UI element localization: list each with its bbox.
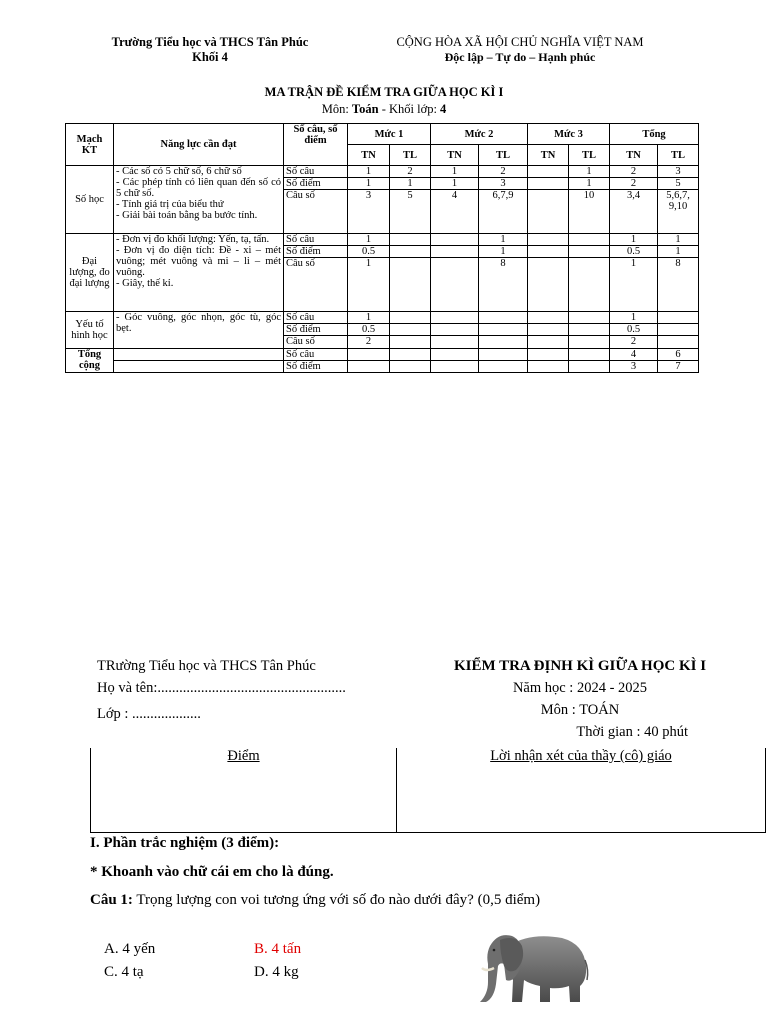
matrix-cell (431, 324, 479, 336)
header-muc2: Mức 2 (431, 124, 528, 145)
matrix-cell: 1 (348, 166, 390, 178)
grade-prefix: - Khối lớp: (378, 102, 441, 116)
matrix-cell (431, 336, 479, 349)
question-1-text: Trọng lượng con voi tương ứng với số đo nào dưới đây? (0,5 điểm) (132, 892, 541, 908)
total-name: Tổng cộng (66, 349, 114, 373)
instruction: * Khoanh vào chữ cái em cho là đúng. (90, 864, 334, 880)
matrix-cell (658, 336, 699, 349)
national-header (370, 35, 670, 65)
student-name-line: Họ và tên:.................................................... (97, 680, 346, 696)
matrix-cell (431, 246, 479, 258)
matrix-cell (528, 312, 569, 324)
matrix-cell (528, 166, 569, 178)
group-name: Yếu tố hình học (66, 312, 114, 349)
matrix-cell (528, 234, 569, 246)
matrix-subtitle (0, 102, 768, 117)
header-nangluc: Năng lực cần đạt (114, 124, 284, 166)
matrix-cell: 1 (479, 246, 528, 258)
matrix-cell: 3 (658, 166, 699, 178)
matrix-cell (479, 361, 528, 373)
question-1 (90, 892, 540, 909)
matrix-cell: 2 (390, 166, 431, 178)
matrix-cell (390, 361, 431, 373)
matrix-cell: 5 (658, 178, 699, 190)
row-label: Số câu (284, 166, 348, 178)
matrix-cell (528, 246, 569, 258)
matrix-row (66, 312, 699, 324)
matrix-cell: 1 (390, 178, 431, 190)
matrix-cell (348, 349, 390, 361)
matrix-cell (431, 361, 479, 373)
matrix-cell: 0.5 (348, 246, 390, 258)
matrix-cell: 3 (348, 190, 390, 234)
matrix-cell: 1 (431, 166, 479, 178)
header-tn: TN (431, 145, 479, 166)
grade-number: 4 (440, 102, 447, 116)
matrix-row (66, 166, 699, 178)
national-motto: Độc lập – Tự do – Hạnh phúc (444, 50, 596, 64)
subject-prefix: Môn: (321, 102, 352, 116)
matrix-cell (390, 246, 431, 258)
matrix-cell (431, 258, 479, 312)
grade-label: Khối 4 (192, 50, 228, 64)
exam-time: Thời gian : 40 phút (576, 724, 688, 740)
matrix-cell (528, 190, 569, 234)
total-skills (114, 349, 284, 361)
row-label: Số câu (284, 349, 348, 361)
row-label: Câu số (284, 336, 348, 349)
matrix-cell (390, 234, 431, 246)
matrix-cell: 1 (569, 166, 610, 178)
matrix-cell (528, 349, 569, 361)
section1-title: I. Phần trắc nghiệm (3 điểm): (90, 835, 280, 851)
row-label: Số điểm (284, 324, 348, 336)
student-class-line: Lớp : ................... (97, 706, 201, 722)
matrix-title: MA TRẬN ĐỀ KIỂM TRA GIỮA HỌC KÌ I (264, 85, 504, 99)
matrix-cell: 2 (610, 336, 658, 349)
matrix-cell (528, 324, 569, 336)
matrix-cell: 4 (610, 349, 658, 361)
group-skills: - Đơn vị đo khối lượng: Yến, tạ, tấn. - Đơn vị đo diện tích: Đề - xi – mét vuông; mét vuông và mi – li – mét vuông. - Giây, thế kỉ. (114, 234, 284, 312)
matrix-cell: 0.5 (610, 246, 658, 258)
q1-option-d[interactable]: D. 4 kg (254, 964, 299, 980)
matrix-cell: 1 (610, 258, 658, 312)
matrix-cell (390, 324, 431, 336)
matrix-cell (479, 349, 528, 361)
matrix-cell (569, 246, 610, 258)
school-name: Trường Tiểu học và THCS Tân Phúc (111, 35, 309, 49)
matrix-cell: 2 (610, 178, 658, 190)
matrix-cell: 3 (610, 361, 658, 373)
matrix-cell: 3,4 (610, 190, 658, 234)
matrix-cell (479, 336, 528, 349)
header-tl: TL (569, 145, 610, 166)
header-tl: TL (658, 145, 699, 166)
school-header (60, 35, 360, 65)
country-name: CỘNG HÒA XÃ HỘI CHỦ NGHĨA VIỆT NAM (396, 35, 644, 49)
matrix-cell (569, 312, 610, 324)
exam-title-block (400, 655, 760, 743)
subject-name: Toán (351, 102, 379, 116)
matrix-cell: 1 (348, 234, 390, 246)
matrix-total-row (66, 361, 699, 373)
q1-option-a[interactable]: A. 4 yến (104, 941, 156, 957)
matrix-cell: 1 (479, 234, 528, 246)
row-label: Câu số (284, 190, 348, 234)
matrix-cell (569, 349, 610, 361)
group-name: Số học (66, 166, 114, 234)
matrix-cell: 2 (348, 336, 390, 349)
header-muc3: Mức 3 (528, 124, 610, 145)
row-label: Số câu (284, 234, 348, 246)
matrix-cell (390, 258, 431, 312)
q1-option-b[interactable]: B. 4 tấn (254, 941, 302, 957)
matrix-cell (479, 324, 528, 336)
matrix-cell (390, 349, 431, 361)
matrix-cell: 6 (658, 349, 699, 361)
matrix-cell (390, 336, 431, 349)
matrix-cell (658, 312, 699, 324)
header-socau: Số câu, số điểm (284, 124, 348, 166)
matrix-cell: 0.5 (348, 324, 390, 336)
group-skills: - Các số có 5 chữ số, 6 chữ số - Các phép tính có liên quan đến số có 5 chữ số. - Tính giá trị của biểu thứ - Giải bài toán bằng ba bước tính. (114, 166, 284, 234)
group-skills: - Góc vuông, góc nhọn, góc tù, góc bẹt. (114, 312, 284, 349)
total-skills (114, 361, 284, 373)
matrix-cell: 4 (431, 190, 479, 234)
matrix-cell: 1 (348, 178, 390, 190)
matrix-cell: 2 (479, 166, 528, 178)
question-1-label: Câu 1: (90, 892, 133, 908)
matrix-cell (431, 312, 479, 324)
matrix-cell: 1 (610, 312, 658, 324)
matrix-cell: 1 (610, 234, 658, 246)
matrix-cell: 6,7,9 (479, 190, 528, 234)
row-label: Số điểm (284, 178, 348, 190)
matrix-cell (431, 234, 479, 246)
header-tl: TL (479, 145, 528, 166)
matrix-cell: 1 (569, 178, 610, 190)
header-tn: TN (348, 145, 390, 166)
matrix-cell (528, 178, 569, 190)
comment-label: Lời nhận xét của thầy (cô) giáo (490, 748, 672, 764)
group-name: Đại lượng, đo đại lượng (66, 234, 114, 312)
matrix-cell: 1 (658, 246, 699, 258)
matrix-cell (528, 361, 569, 373)
matrix-cell: 7 (658, 361, 699, 373)
matrix-cell: 1 (348, 258, 390, 312)
matrix-cell: 1 (431, 178, 479, 190)
matrix-body (66, 166, 699, 373)
row-label: Số điểm (284, 246, 348, 258)
matrix-cell: 1 (658, 234, 699, 246)
score-label: Điểm (227, 748, 260, 764)
matrix-cell (528, 258, 569, 312)
matrix-cell: 10 (569, 190, 610, 234)
matrix-cell: 3 (479, 178, 528, 190)
row-label: Số điểm (284, 361, 348, 373)
matrix-cell: 8 (658, 258, 699, 312)
header-tn: TN (610, 145, 658, 166)
matrix-cell (569, 324, 610, 336)
matrix-row (66, 234, 699, 246)
row-label: Câu số (284, 258, 348, 312)
q1-option-c[interactable]: C. 4 tạ (104, 964, 144, 980)
exam-subject: Môn : TOÁN (540, 702, 620, 718)
exam-student-block (97, 655, 417, 725)
header-tong: Tổng (610, 124, 699, 145)
matrix-cell: 2 (610, 166, 658, 178)
matrix-cell: 1 (348, 312, 390, 324)
matrix-cell (569, 361, 610, 373)
matrix-cell (528, 336, 569, 349)
matrix-cell (569, 234, 610, 246)
header-tl: TL (390, 145, 431, 166)
exam-title: KIỂM TRA ĐỊNH KÌ GIỮA HỌC KÌ I (453, 658, 707, 674)
row-label: Số câu (284, 312, 348, 324)
matrix-cell (479, 312, 528, 324)
header-tn: TN (528, 145, 569, 166)
exam-year: Năm học : 2024 - 2025 (512, 680, 648, 696)
exam-school: TRường Tiểu học và THCS Tân Phúc (97, 658, 316, 674)
matrix-cell (658, 324, 699, 336)
matrix-table (65, 123, 699, 373)
elephant-image (470, 924, 590, 1006)
matrix-cell (569, 258, 610, 312)
matrix-cell (569, 336, 610, 349)
matrix-cell: 5,6,7, 9,10 (658, 190, 699, 234)
header-mach: Mạch KT (66, 124, 114, 166)
matrix-cell: 5 (390, 190, 431, 234)
matrix-cell (431, 349, 479, 361)
matrix-total-row (66, 349, 699, 361)
matrix-cell (390, 312, 431, 324)
header-muc1: Mức 1 (348, 124, 431, 145)
matrix-cell: 8 (479, 258, 528, 312)
matrix-cell: 0.5 (610, 324, 658, 336)
matrix-cell (348, 361, 390, 373)
score-box (90, 748, 766, 833)
